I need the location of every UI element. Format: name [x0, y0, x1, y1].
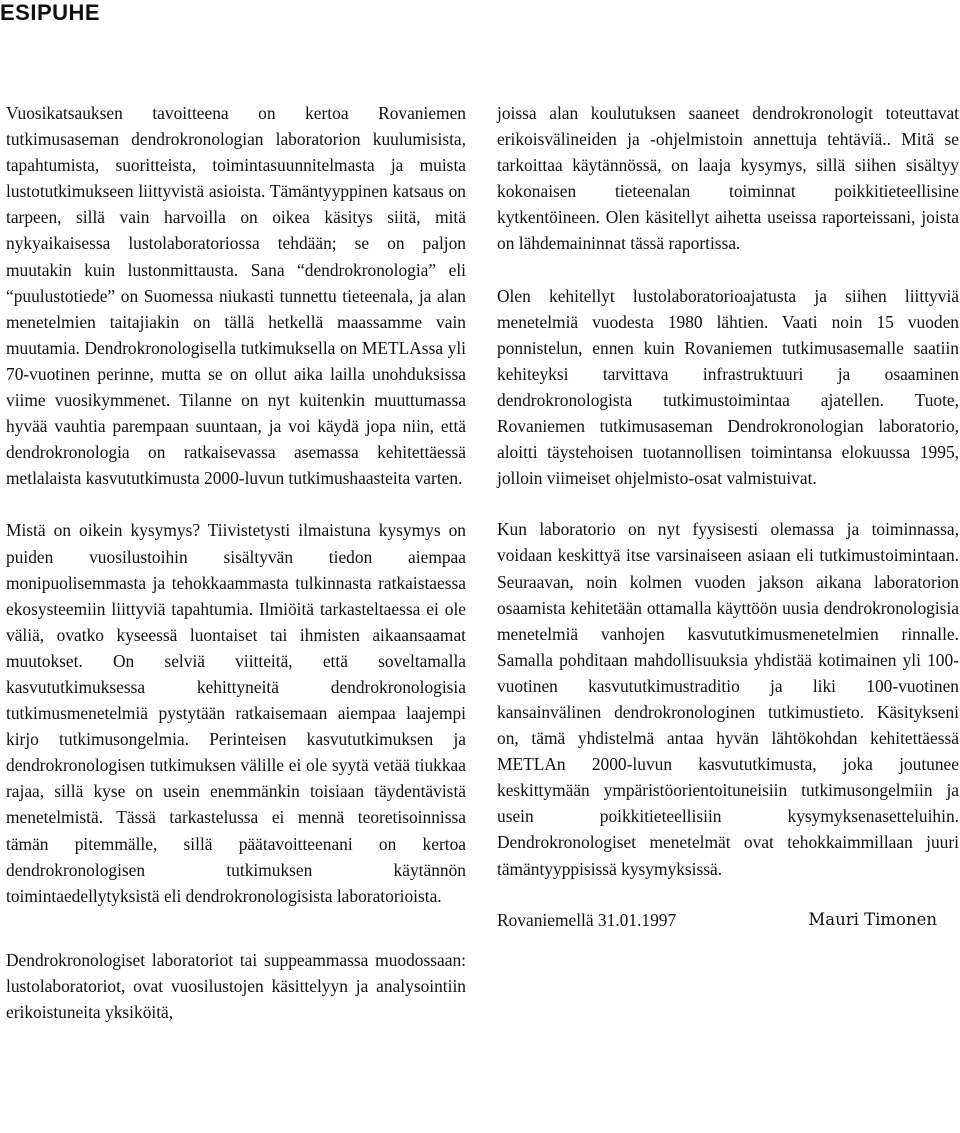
paragraph: Vuosikatsauksen tavoitteena on kertoa Rovaniemen tutkimusaseman dendrokronologian laboratorion kuulumisista, tapahtumista, suoritteista, toimintasuunnitelmasta ja muista lustotutkimukseen liittyvistä asioista. Tämäntyyppinen katsaus on tarpeen, sillä vain harvoilla on oikea käsitys siitä, mitä nykyaikaisessa lustolaboratoriossa tehdään; se on paljon muutakin kuin lustonmittausta. Sana “dendrokronologia” eli “puulustotiede” on Suomessa niukasti tunnettu tieteenala, ja alan menetelmien taitajiakin on tällä hetkellä maassamme vain muutamia. Dendrokronologisella tutkimuksella on METLAssa yli 70-vuotinen perinne, mutta se on ollut aika lailla unohduksissa viime vuosikymmenet. Tilanne on nyt kuitenkin muuttumassa hyvää vauhtia parempaan suuntaan, ja voi käydä jopa niin, että dendrokronologia on ratkaisevassa asemassa kehitettäessä metlalaista kasvututkimusta 2000-luvun tutkimushaasteita varten.	[6, 103, 466, 489]
paragraph: Olen kehitellyt lustolaboratorioajatusta ja siihen liittyviä menetelmiä vuodesta 1980 lähtien. Vaati noin 15 vuoden ponnistelun, ennen kuin Rovaniemen tutkimusasemalle saatiin kehiteyksi tarvittava infrastruktuuri ja osaaminen dendrokronologista tutkimustoimintaa ajatellen. Tuote, Rovaniemen tutkimusaseman Dendrokronologian laboratorio, aloitti täystehoisen tuotannollisen toimintansa elokuussa 1995, jolloin viimeiset ohjelmisto-osat valmistuivat.	[497, 285, 959, 489]
paragraph: Mistä on oikein kysymys? Tiivistetysti ilmaistuna kysymys on puiden vuosilustoihin sisältyvän tiedon aiempaa monipuolisemmasta ja tehokkaammasta tulkinnasta ratkaistaessa ekosysteemiin liittyviä tapahtumia. Ilmiöitä tarkasteltaessa ei ole väliä, ovatko kyseessä luontaiset tai ihmisten aikaansaamat muutokset. On selviä viitteitä, että soveltamalla kasvututkimuksessa kehittyneitä dendrokronologisia tutkimusmenetelmiä pystytään ratkaisemaan aiempaa laajempi kirjo tutkimusongelmia. Perinteisen kasvututkimuksen ja dendrokronologisen tutkimuksen välille ei ole syytä vetää tiukkaa rajaa, sillä kyse on usein enemmänkin toisiaan täydentävistä menetelmistä. Tässä tarkastelussa ei mennä teoretisoinnissa tämän pitemmälle, sillä päätavoitteenani on kertoa dendrokronologisen tutkimuksen käytännön toimintaedellytyksistä eli dendrokronologisista laboratorioista.	[6, 520, 466, 906]
paragraph: Kun laboratorio on nyt fyysisesti olemassa ja toiminnassa, voidaan keskittyä itse varsinaiseen asiaan eli tutkimustoimintaan. Seuraavan, noin kolmen vuoden jakson aikana laboratorion osaamista kehitetään ottamalla käyttöön uusia dendrokronologisia menetelmiä vanhojen kasvututkimusmenetelmien rinnalle. Samalla pohditaan mahdollisuuksia yhdistää kotimainen yli 100-vuotinen kasvututkimustraditio ja liki 100-vuotinen kansainvälinen dendrokronologinen tutkimustieto. Käsitykseni on, tämä yhdistelmä antaa hyvän lähtökohdan kehitettäessä METLAn 2000-luvun kasvututkimusta, joka joutunee keskittymään ympäristöorientoituneisiin tutkimusongelmiin ja usein poikkitieteellisiin kysymyksenasetteluihin. Dendrokronologiset menetelmät ovat tehokkaimmillaan juuri tämäntyyppisissä kysymyksissä.	[497, 519, 959, 879]
paragraph: joissa alan koulutuksen saaneet dendrokronologit toteuttavat erikoisvälineiden ja -ohjelmistoin annettuja tehtäviä.. Mitä se tarkoittaa käytännössä, on laaja kysymys, sillä siihen sisältyy kokonaisen tieteenalan toiminnat poikkitieteellisine kytkentöineen. Olen käsitellyt aihetta useissa raporteissani, joista on lähdemaininnat tässä raportissa.	[497, 103, 959, 254]
signature-line	[497, 907, 937, 933]
left-column	[6, 100, 466, 1025]
place-date: Rovaniemellä 31.01.1997	[497, 909, 677, 930]
page-title: ESIPUHE	[0, 0, 101, 25]
author-name: Mauri Timonen	[808, 909, 937, 929]
paragraph: Dendrokronologiset laboratoriot tai suppeammassa muodossaan: lustolaboratoriot, ovat vuosilustojen käsittelyyn ja analysointiin erikoistuneita yksiköitä,	[6, 949, 466, 1022]
right-column	[497, 100, 959, 933]
